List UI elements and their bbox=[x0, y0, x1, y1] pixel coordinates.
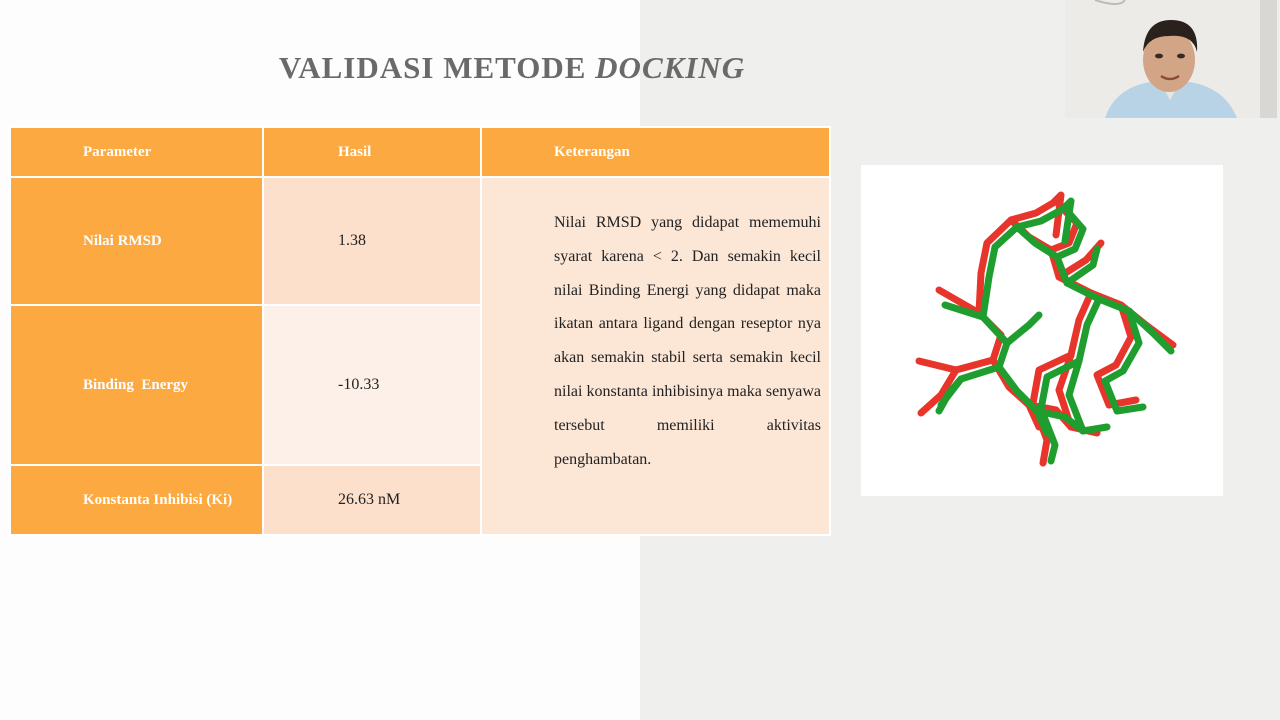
ligand-superposition-image bbox=[861, 165, 1223, 496]
header-keterangan: Keterangan bbox=[481, 127, 830, 177]
value-konstanta-inhibisi: 26.63 nM bbox=[263, 465, 481, 535]
table-header-row bbox=[10, 127, 830, 177]
presenter-webcam bbox=[1065, 0, 1277, 118]
parameter-konstanta-inhibisi: Konstanta Inhibisi (Ki) bbox=[10, 465, 263, 535]
parameter-binding-energy: Binding Energy bbox=[10, 305, 263, 465]
docking-validation-table bbox=[9, 126, 831, 536]
docked-ligand-structure bbox=[939, 201, 1171, 461]
slide-title-italic: DOCKING bbox=[595, 50, 746, 85]
header-parameter: Parameter bbox=[10, 127, 263, 177]
presenter-video-icon bbox=[1065, 0, 1277, 118]
value-rmsd: 1.38 bbox=[263, 177, 481, 305]
slide-title-main: VALIDASI METODE bbox=[278, 50, 596, 85]
slide-title bbox=[0, 50, 1024, 86]
keterangan-cell bbox=[481, 177, 830, 535]
header-hasil: Hasil bbox=[263, 127, 481, 177]
parameter-rmsd: Nilai RMSD bbox=[10, 177, 263, 305]
table-row bbox=[10, 177, 830, 305]
keterangan-text: Nilai RMSD yang didapat mememuhi syarat karena < 2. Dan semakin kecil nilai Binding Energi yang didapat maka ikatan antara ligand dengan reseptor nya akan semakin stabil serta semakin kecil nilai konstanta inhibisinya maka senyawa tersebut memiliki aktivitas penghambatan. bbox=[554, 214, 821, 468]
value-binding-energy: -10.33 bbox=[263, 305, 481, 465]
docking-overlay-figure bbox=[861, 165, 1223, 496]
